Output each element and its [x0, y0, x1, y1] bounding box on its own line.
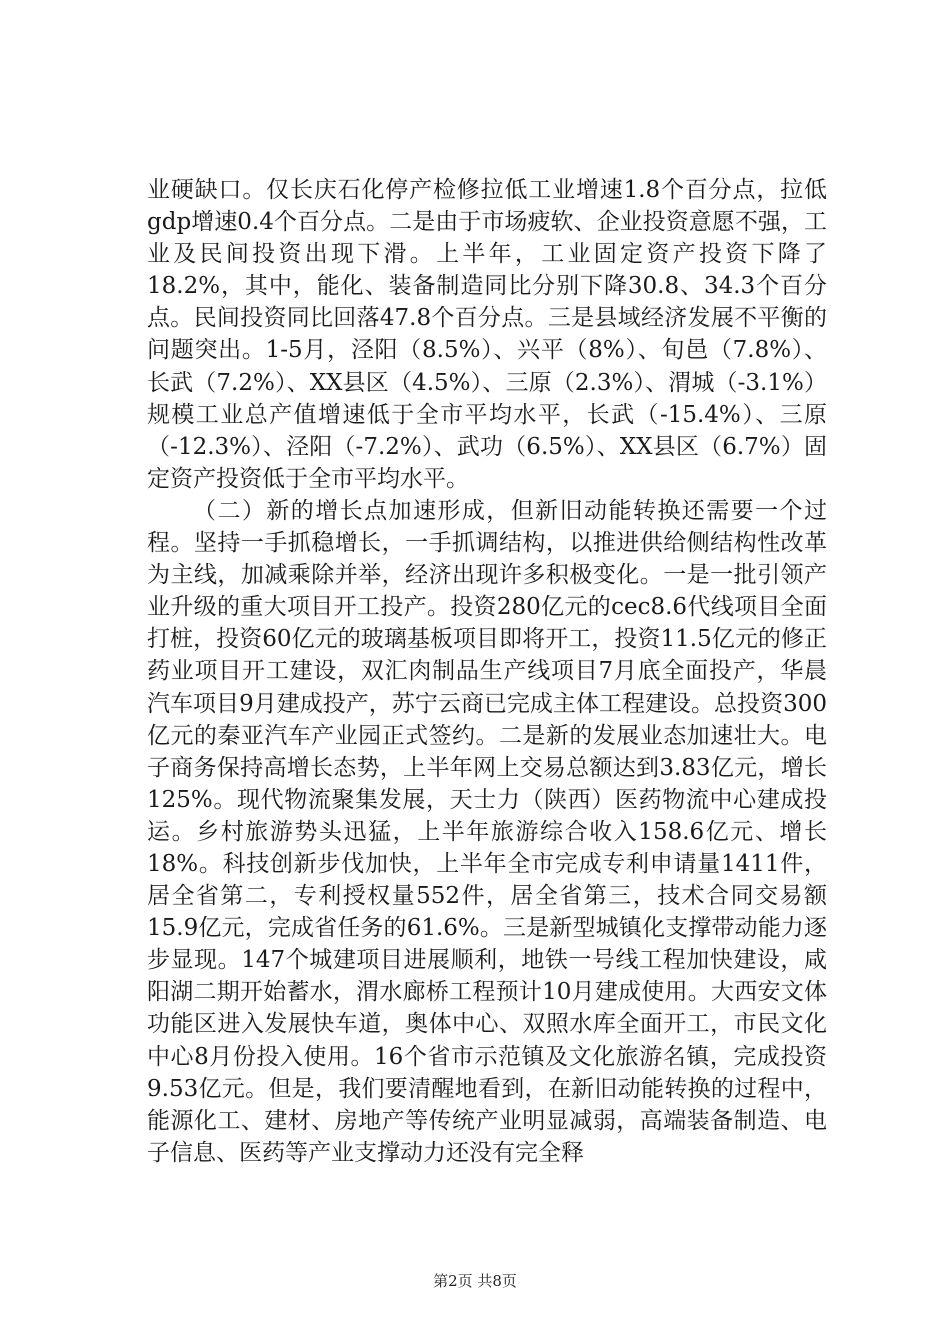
document-body: [147, 174, 827, 1169]
page-footer: 第2页 共8页: [433, 1272, 517, 1290]
paragraph-1: 业硬缺口。仅长庆石化停产检修拉低工业增速1.8个百分点，拉低gdp增速0.4个百分点。二是由于市场疲软、企业投资意愿不强，工业及民间投资出现下滑。上半年，工业固定资产投资下降了18.2%，其中，能化、装备制造同比分别下降30.8、34.3个百分点。民间投资同比回落47.8个百分点。三是县域经济发展不平衡的问题突出。1-5月，泾阳（8.5%）、兴平（8%）、旬邑（7.8%）、长武（7.2%）、XX县区（4.5%）、三原（2.3%）、渭城（-3.1%）规模工业总产值增速低于全市平均水平，长武（-15.4%）、三原（-12.3%）、泾阳（-7.2%）、武功（6.5%）、XX县区（6.7%）固定资产投资低于全市平均水平。: [147, 177, 827, 492]
paragraph-2: （二）新的增长点加速形成，但新旧动能转换还需要一个过程。坚持一手抓稳增长，一手抓调结构，以推进供给侧结构性改革为主线，加减乘除并举，经济出现许多积极变化。一是一批引领产业升级的重大项目开工投产。投资280亿元的cec8.6代线项目全面打桩，投资60亿元的玻璃基板项目即将开工，投资11.5亿元的修正药业项目开工建设，双汇肉制品生产线项目7月底全面投产，华晨汽车项目9月建成投产，苏宁云商已完成主体工程建设。总投资300亿元的秦亚汽车产业园正式签约。二是新的发展业态加速壮大。电子商务保持高增长态势，上半年网上交易总额达到3.83亿元，增长125%。现代物流聚集发展，天士力（陕西）医药物流中心建成投运。乡村旅游势头迅猛，上半年旅游综合收入158.6亿元、增长18%。科技创新步伐加快，上半年全市完成专利申请量1411件，居全省第二，专利授权量552件，居全省第三，技术合同交易额15.9亿元，完成省任务的61.6%。三是新型城镇化支撑带动能力逐步显现。147个城建项目进展顺利，地铁一号线工程加快建设，咸阳湖二期开始蓄水，渭水廊桥工程预计10月建成使用。大西安文体功能区进入发展快车道，奥体中心、双照水库全面开工，市民文化中心8月份投入使用。16个省市示范镇及文化旅游名镇，完成投资9.53亿元。但是，我们要清醒地看到，在新旧动能转换的过程中，能源化工、建材、房地产等传统产业明显减弱，高端装备制造、电子信息、医药等产业支撑动力还没有完全释: [147, 497, 827, 1166]
